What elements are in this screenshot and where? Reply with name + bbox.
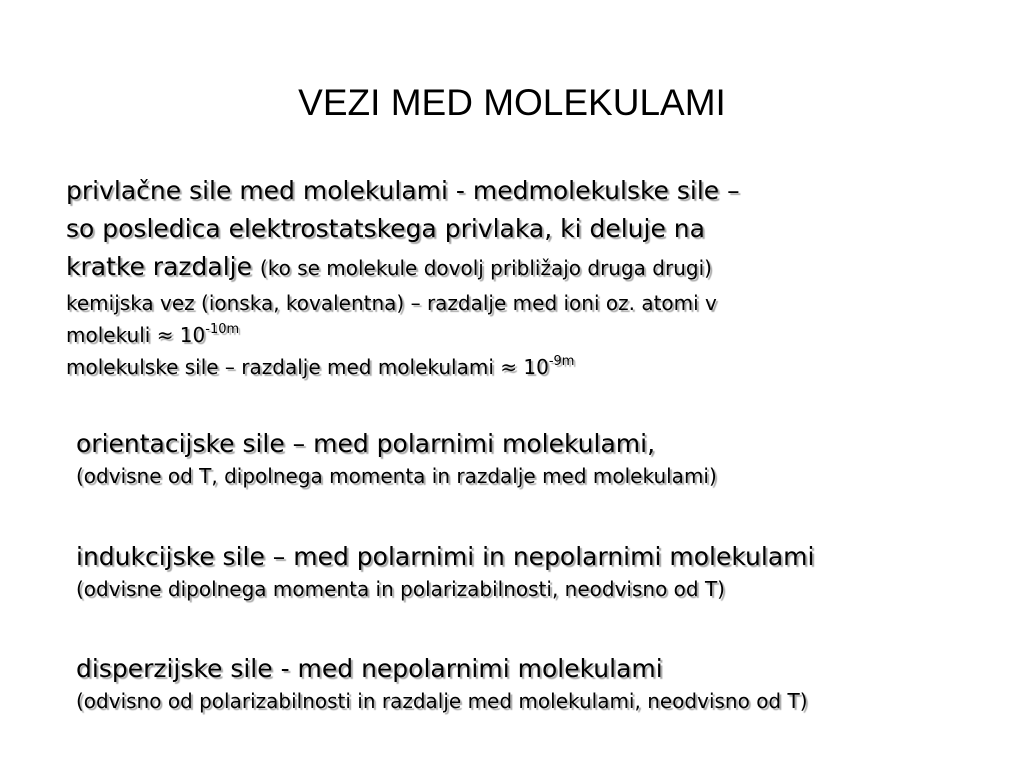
intro-line-5 [66,319,996,351]
intro-line-2: so posledica elektrostatskega privlaka, ki deluje na [66,214,705,243]
intro-line-1: privlačne sile med molekulami - medmolekulske sile – [66,176,740,205]
section-dispersion-forces [76,651,1006,715]
intro-line-4: kemijska vez (ionska, kovalentna) – razdalje med ioni oz. atomi v [66,291,717,315]
intro-line-3-main: kratke razdalje [66,252,260,281]
intro-text-block [66,172,996,383]
section-heading: disperzijske sile - med nepolarnimi molekulami [76,654,663,683]
section-induction-forces [76,539,1006,603]
intro-line-6-exponent: -9m [548,354,575,369]
section-orientation-forces [76,426,1006,490]
intro-line-6 [66,351,996,383]
section-detail: (odvisno od polarizabilnosti in razdalje med molekulami, neodvisno od T) [76,689,808,713]
section-heading: orientacijske sile – med polarnimi molekulami, [76,429,656,458]
intro-line-3 [66,248,996,287]
intro-line-5-exponent: -10m [205,322,240,337]
section-detail: (odvisne dipolnega momenta in polarizabilnosti, neodvisno od T) [76,577,725,601]
slide-title: VEZI MED MOLEKULAMI [298,82,726,123]
intro-line-6-base: molekulske sile – razdalje med molekulami ≈ 10 [66,355,549,379]
intro-line-5-base: molekuli ≈ 10 [66,323,206,347]
section-detail: (odvisne od T, dipolnega momenta in razdalje med molekulami) [76,464,717,488]
intro-line-3-paren: (ko se molekule dovolj približajo druga drugi) [259,256,712,280]
section-heading: indukcijske sile – med polarnimi in nepolarnimi molekulami [76,542,815,571]
